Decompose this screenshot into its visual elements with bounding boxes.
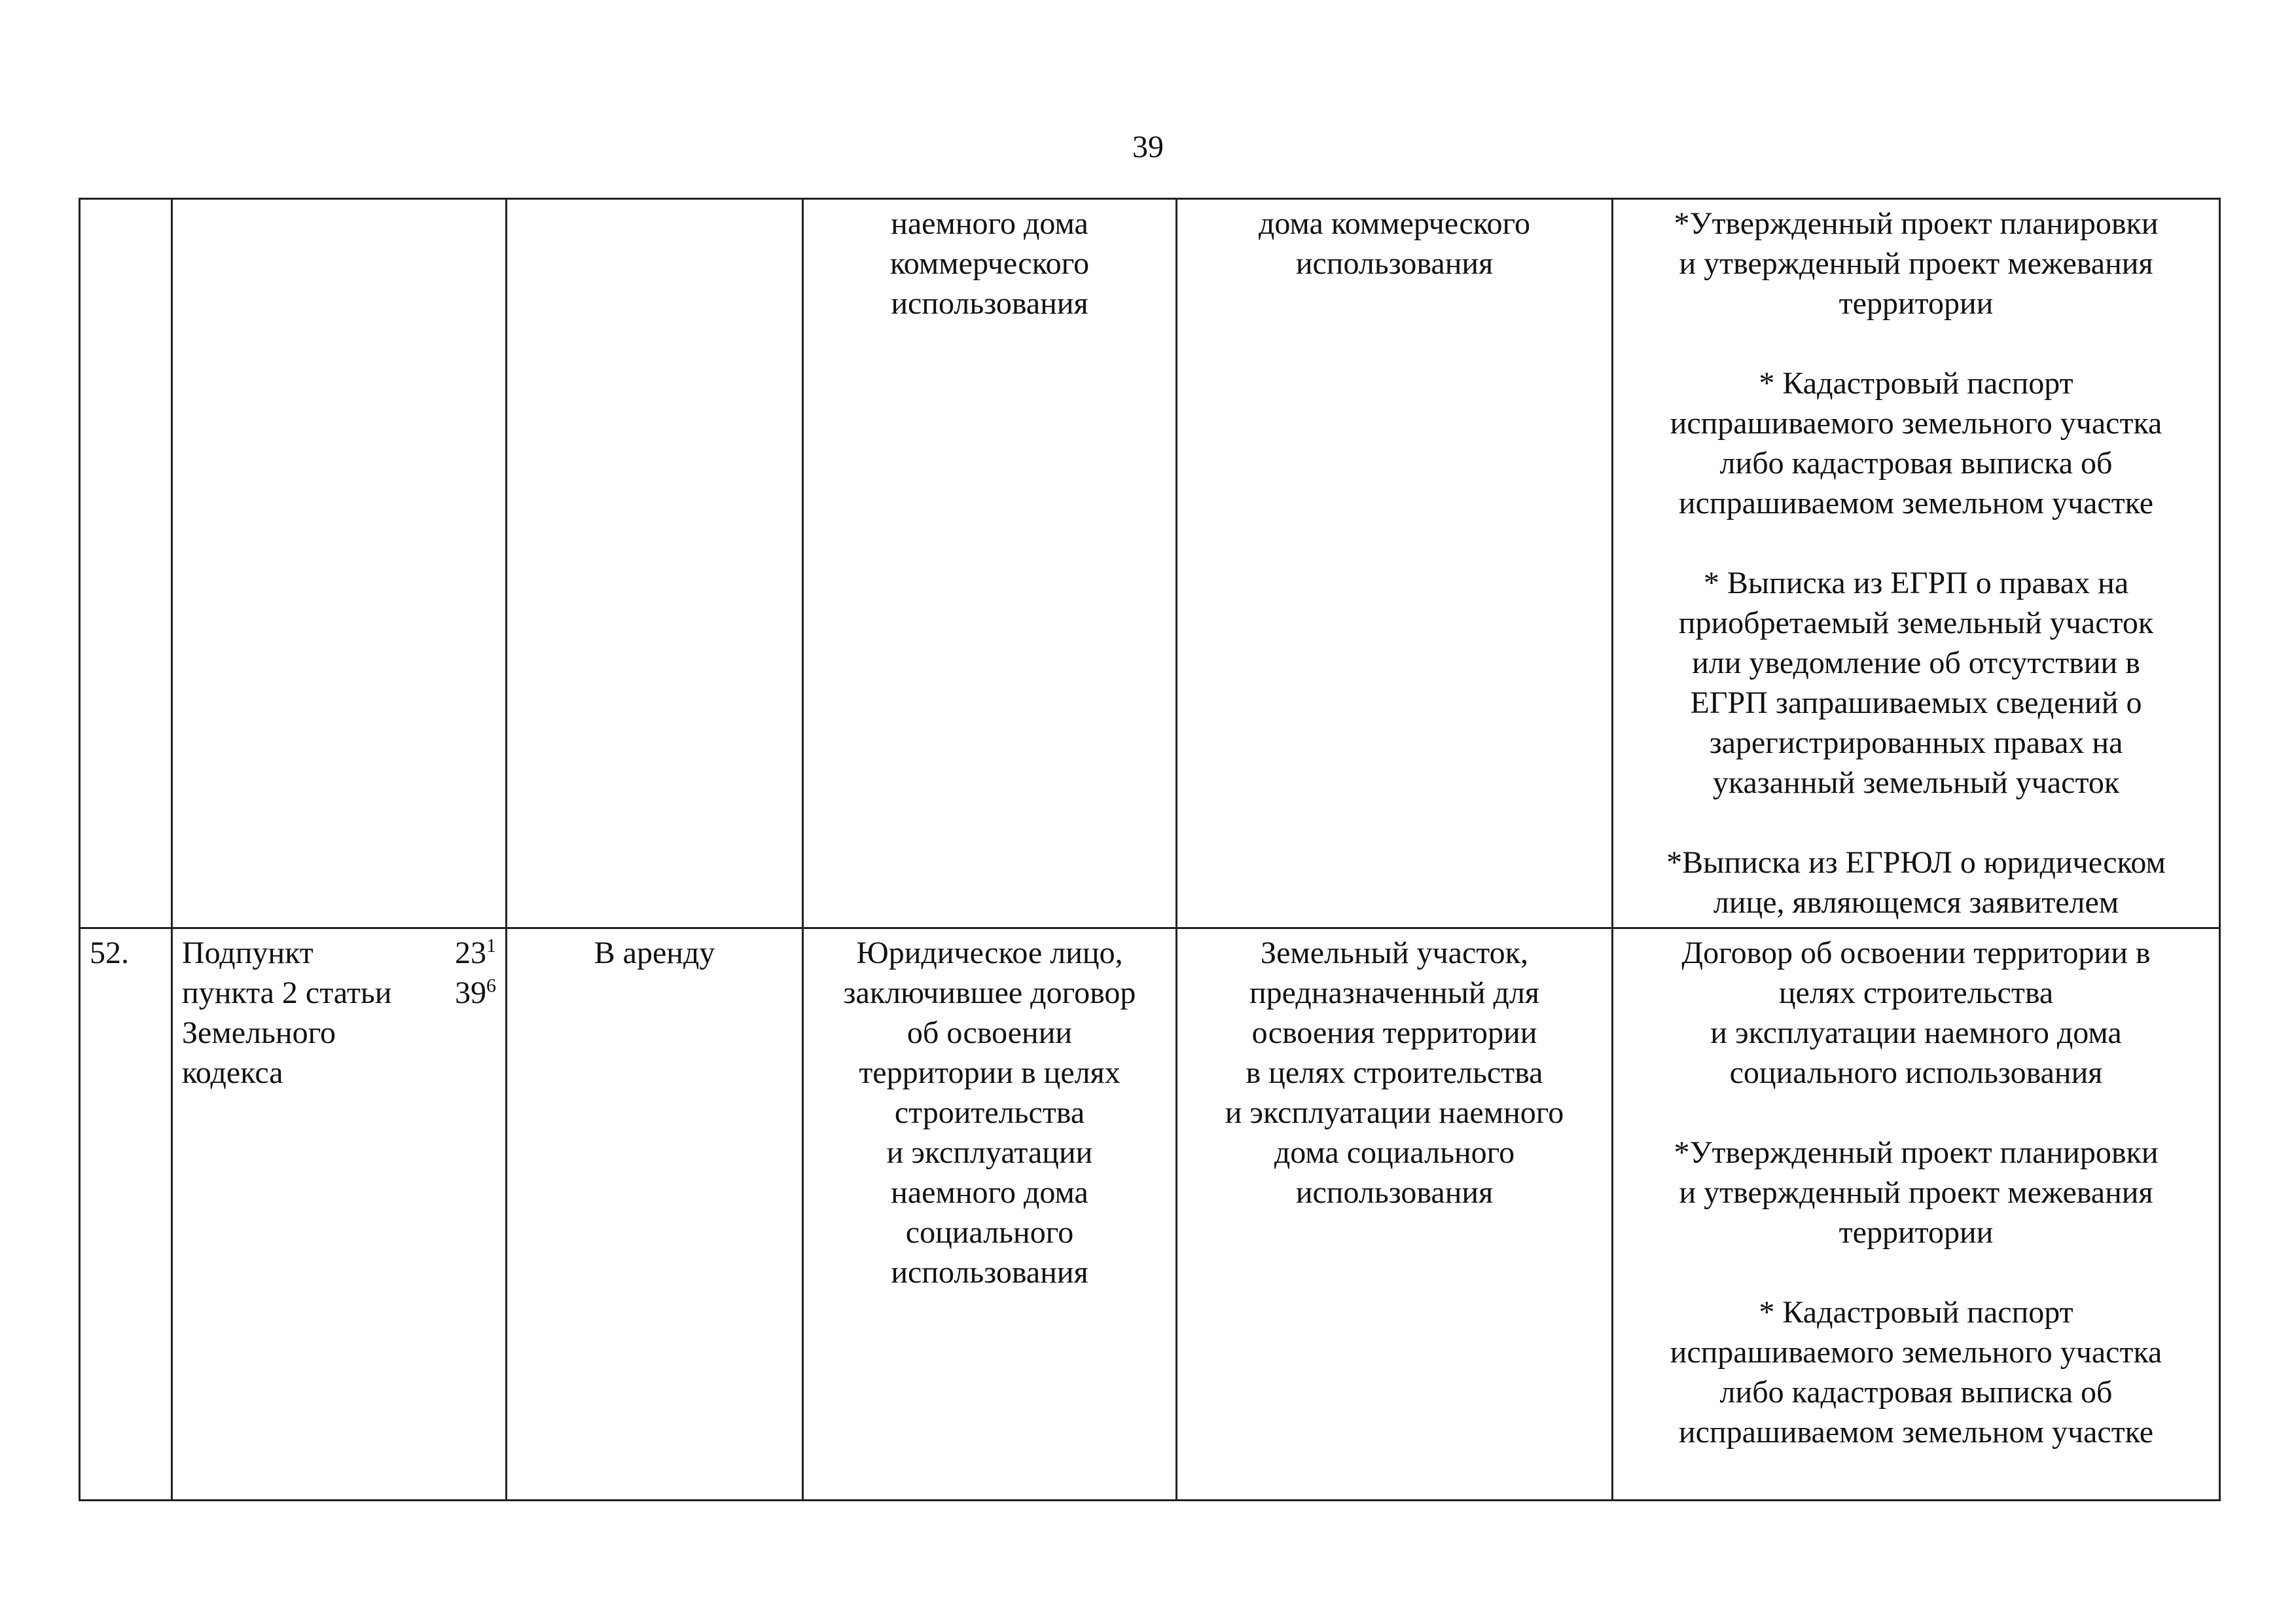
- applicant-cell: Юридическое лицо, заключившее договор об освоении территории в целях строительства и эксплуатации наемного дома социального использования: [803, 928, 1177, 1501]
- basis-word: Подпункт: [182, 936, 314, 970]
- legal-basis-cell: [172, 199, 507, 928]
- document-item: * Кадастровый паспорт испрашиваемого земельного участка либо кадастровая выписка об испрашиваемом земельном участке: [1670, 366, 2162, 520]
- article-superscript: 6: [486, 975, 496, 996]
- documents-cell: [1613, 199, 2220, 928]
- subparagraph-number: 23: [455, 936, 486, 970]
- row-number-cell: 52.: [80, 928, 172, 1501]
- land-plot-cell: дома коммерческого использования: [1177, 199, 1613, 928]
- document-item: * Кадастровый паспорт испрашиваемого земельного участка либо кадастровая выписка об испрашиваемом земельном участке: [1670, 1295, 2162, 1450]
- document-item: Договор об освоении территории в целях строительства и эксплуатации наемного дома социального использования: [1681, 936, 2151, 1090]
- grant-type-cell: В аренду: [507, 928, 803, 1501]
- document-item: *Утвержденный проект планировки и утвержденный проект межевания территории: [1674, 1135, 2159, 1250]
- documents-cell: [1613, 928, 2220, 1501]
- document-item: *Выписка из ЕГРЮЛ о юридическом лице, являющемся заявителем: [1666, 845, 2166, 920]
- page-number: 39: [1132, 130, 1164, 164]
- row-number-cell: [80, 199, 172, 928]
- document-item: * Выписка из ЕГРП о правах на приобретаемый земельный участок или уведомление об отсутствии в ЕГРП запрашиваемых сведений о зарегистрированных правах на указанный земельный участок: [1678, 566, 2154, 800]
- land-plot-cell: Земельный участок, предназначенный для освоения территории в целях строительства и эксплуатации наемного дома социального использования: [1177, 928, 1613, 1501]
- table-row: [80, 928, 2220, 1501]
- document-item: *Утвержденный проект планировки и утвержденный проект межевания территории: [1674, 206, 2159, 321]
- grant-type-cell: [507, 199, 803, 928]
- land-documents-table: [79, 198, 2221, 1501]
- basis-text: пункта 2 статьи: [182, 976, 392, 1010]
- table-row: [80, 199, 2220, 928]
- basis-code-line: Земельного: [182, 1015, 336, 1050]
- article-number: 39: [455, 976, 486, 1010]
- applicant-cell: наемного дома коммерческого использования: [803, 199, 1177, 928]
- basis-code-line: кодекса: [182, 1055, 283, 1090]
- subparagraph-superscript: 1: [486, 935, 496, 957]
- legal-basis-cell: [172, 928, 507, 1501]
